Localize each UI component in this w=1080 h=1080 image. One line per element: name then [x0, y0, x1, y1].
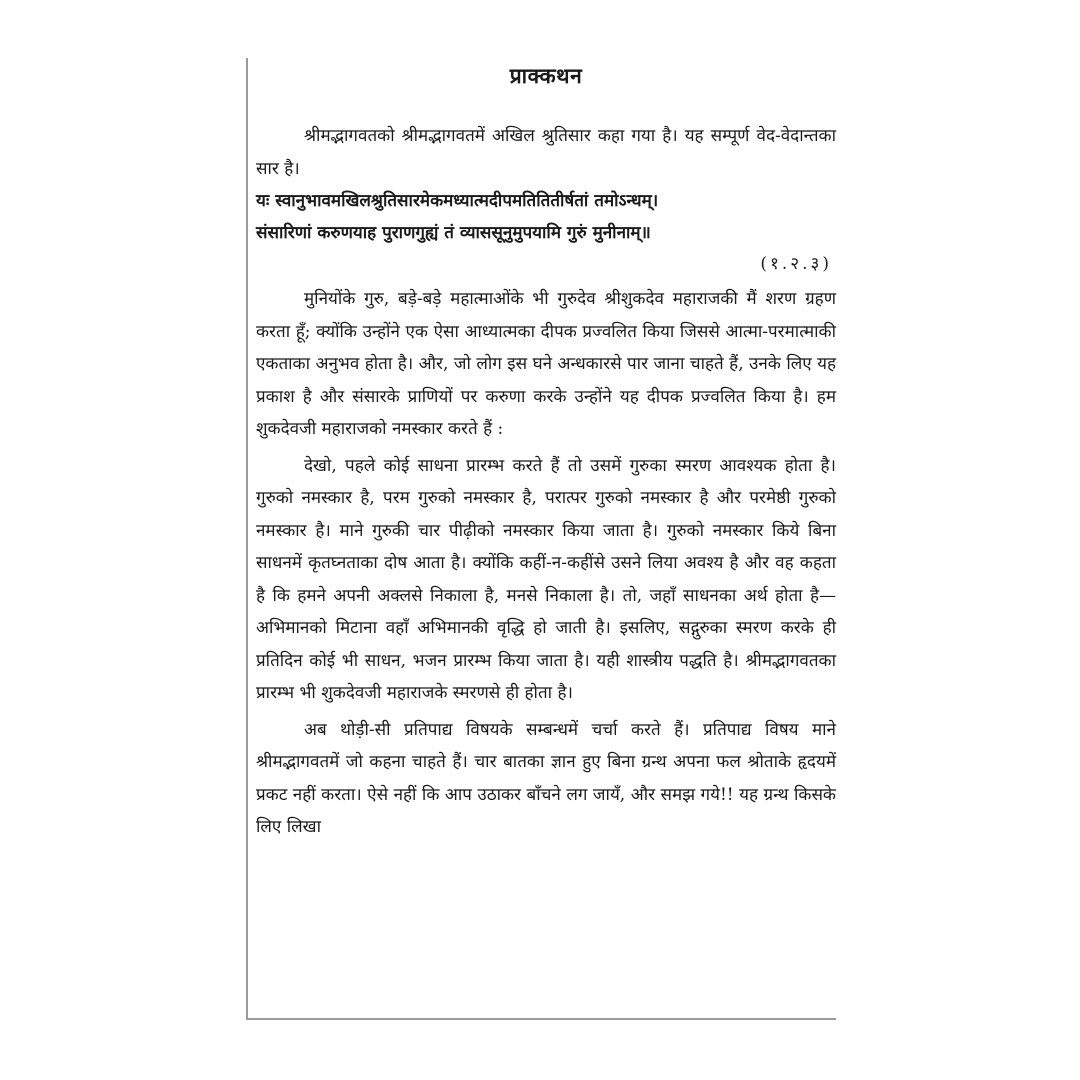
paragraph-intro: श्रीमद्भागवतको श्रीमद्भागवतमें अखिल श्रुतिसार कहा गया है। यह सम्पूर्ण वेद-वेदान्तका सार है। [256, 126, 836, 179]
paragraph-shukdev: मुनियोंके गुरु, बड़े-बड़े महात्माओंके भी गुरुदेव श्रीशुकदेव महाराजकी मैं शरण ग्रहण करता हूँ; क्योंकि उन्होंने एक ऐसा आध्यात्मका दीपक प्रज्वलित किया जिससे आत्मा-परमात्माकी एकताका अनुभव होता है। और, जो लोग इस घने अन्धकारसे पार जाना चाहते हैं, उनके लिए यह प्रकाश है और संसारके प्राणियों पर करुणा करके उन्होंने यह दीपक प्रज्वलित किया है। हम शुकदेवजी महाराजको नमस्कार करते हैं : [256, 289, 836, 439]
page-title: प्राक्कथन [509, 63, 583, 88]
verse-line-1: यः स्वानुभावमखिलश्रुतिसारमेकमध्यात्मदीपमतितितीर्षतां तमोऽन्धम्। [256, 191, 659, 211]
verse-line-2: संसारिणां करुणयाह पुराणगुह्यं तं व्याससूनुमुपयामि गुरुं मुनीनाम्॥ [256, 223, 651, 243]
verse-reference: (१.२.३) [760, 254, 832, 274]
paragraph-pratipadya: अब थोड़ी-सी प्रतिपाद्य विषयके सम्बन्धमें चर्चा करते हैं। प्रतिपाद्य विषय माने श्रीमद्भागवतमें जो कहना चाहते हैं। चार बातका ज्ञान हुए बिना ग्रन्थ अपना फल श्रोताके हृदयमें प्रकट नहीं करता। ऐसे नहीं कि आप उठाकर बाँचने लग जायँ, और समझ गये!! यह ग्रन्थ किसके लिए लिखा [256, 719, 836, 837]
paragraph-guru-smaran: देखो, पहले कोई साधना प्रारम्भ करते हैं तो उसमें गुरुका स्मरण आवश्यक होता है। गुरुको नमस्कार है, परम गुरुको नमस्कार है, परात्पर गुरुको नमस्कार है और परमेष्ठी गुरुको नमस्कार है। माने गुरुकी चार पीढ़ीको नमस्कार किया जाता है। गुरुको नमस्कार किये बिना साधनमें कृतघ्नताका दोष आता है। क्योंकि कहीं-न-कहींसे उसने लिया अवश्य है और वह कहता है कि हमने अपनी अक्लसे निकाला है, मनसे निकाला है। तो, जहाँ साधनका अर्थ होता है—अभिमानको मिटाना वहाँ अभिमानकी वृद्धि हो जाती है। इसलिए, सद्गुरुका स्मरण करके ही प्रतिदिन कोई भी साधन, भजन प्रारम्भ किया जाता है। यही शास्त्रीय पद्धति है। श्रीमद्भागवतका प्रारम्भ भी शुकदेवजी महाराजके स्मरणसे ही होता है। [256, 455, 836, 703]
book-page [246, 58, 836, 1020]
